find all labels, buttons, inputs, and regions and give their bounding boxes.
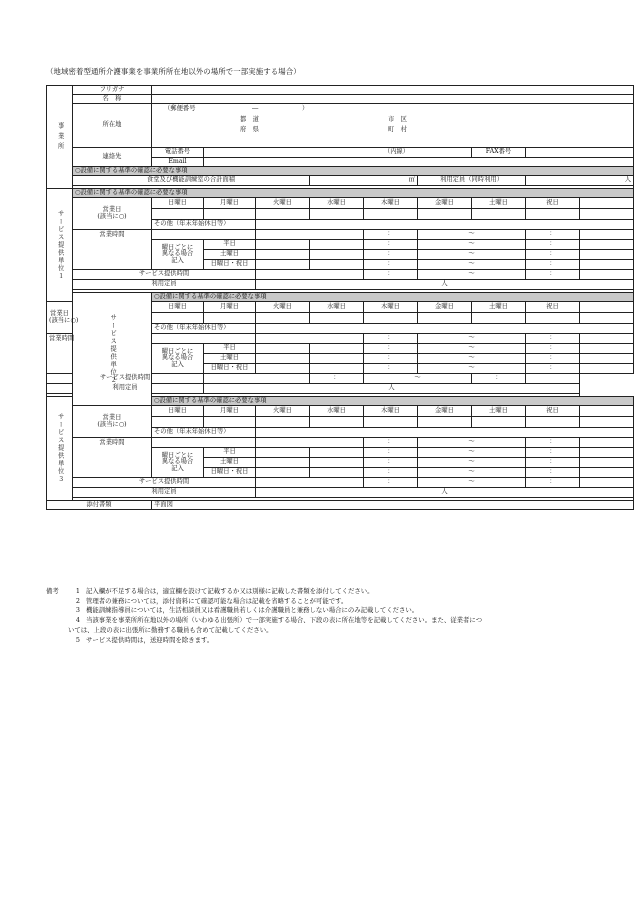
service-end-colon[interactable]: ： — [526, 270, 580, 280]
day-header: 金曜日 — [418, 302, 472, 313]
phone-label: 電話番号 — [152, 148, 204, 158]
remark-item — [46, 626, 591, 636]
time-start-colon[interactable]: ： — [364, 448, 418, 458]
unit-capacity-field[interactable]: 人 — [256, 280, 634, 290]
unit-capacity-label: 利用定員 — [73, 488, 256, 498]
other-holidays-field[interactable] — [256, 428, 634, 438]
saturday-label: 土曜日 — [204, 354, 256, 364]
day-header: 水曜日 — [310, 302, 364, 313]
todo-label: 都 道 — [240, 116, 259, 123]
unit-heading: ○設備に関する基準の確認に必要な事項 — [152, 293, 634, 302]
time-end-colon[interactable]: ： — [526, 354, 580, 364]
sun-holiday-label: 日曜日・祝日 — [204, 364, 256, 374]
remark-number: 3 — [75, 606, 80, 615]
remark-item — [46, 597, 591, 607]
remark-text: いては、上段の表に出張所に勤務する職員も含めて記載してください。 — [68, 625, 273, 634]
day-header: 日曜日 — [152, 198, 204, 209]
hours-tilde: ～ — [418, 230, 526, 240]
hours-end-colon[interactable]: ： — [526, 230, 580, 240]
contact-label: 連絡先 — [73, 148, 152, 167]
day-header: 水曜日 — [310, 406, 364, 417]
day-header: 水曜日 — [310, 198, 364, 209]
time-tilde: ～ — [418, 250, 526, 260]
service-start-colon[interactable]: ： — [364, 478, 418, 488]
day-mark-cell[interactable] — [418, 417, 472, 428]
other-holidays-label: その他（年末年始休日等） — [152, 324, 256, 334]
remark-text: 記入欄が不足する場合は，適宜欄を設けて記載するか又は別様に記載した書類を添付してください。 — [86, 587, 374, 595]
day-header: 月曜日 — [204, 198, 256, 209]
service-time-label: サービス提供時間 — [47, 374, 204, 384]
day-mark-cell[interactable] — [472, 313, 526, 324]
time-tilde: ～ — [418, 240, 526, 250]
day-mark-cell[interactable] — [152, 417, 204, 428]
office-section-label: 事業所 — [47, 86, 73, 189]
day-header: 日曜日 — [152, 406, 204, 417]
service-time-label: サービス提供時間 — [73, 478, 256, 488]
other-holidays-label: その他（年末年始休日等） — [152, 428, 256, 438]
day-header: 木曜日 — [364, 198, 418, 209]
remark-number: 4 — [75, 616, 80, 625]
day-header: 祝日 — [526, 302, 580, 313]
other-holidays-label: その他（年末年始休日等） — [152, 220, 256, 230]
fuken-label: 府 県 — [240, 126, 259, 133]
time-tilde: ～ — [418, 468, 526, 478]
unit-heading: ○設備に関する基準の確認に必要な事項 — [152, 397, 634, 406]
time-tilde: ～ — [418, 364, 526, 374]
day-header: 火曜日 — [256, 198, 310, 209]
service-tilde: ～ — [418, 478, 526, 488]
remark-number: 1 — [75, 587, 80, 595]
remark-number: 2 — [75, 596, 80, 605]
business-days-label: 営業日 (該当に○) — [73, 406, 152, 438]
day-header: 土曜日 — [472, 302, 526, 313]
phone-field[interactable] — [204, 148, 472, 158]
service-unit-label: サービス提供単位１ — [47, 189, 73, 302]
hours-end-colon[interactable]: ： — [526, 438, 580, 448]
hours-tilde: ～ — [418, 438, 526, 448]
saturday-label: 土曜日 — [204, 458, 256, 468]
remark-text: 当該事業を事業所所在地以外の場所（いわゆる出張所）で一部実施する場合、下段の表に所在地等を記載してください。また、従業者につ — [86, 616, 483, 625]
fax-label: FAX番号 — [472, 148, 526, 158]
day-header: 木曜日 — [364, 302, 418, 313]
day-mark-cell[interactable] — [526, 209, 580, 220]
day-header: 祝日 — [526, 406, 580, 417]
time-end-colon[interactable]: ： — [526, 364, 580, 374]
unit-capacity-label: 利用定員 — [47, 384, 204, 394]
facility-capacity-label: 利用定員（同時利用） — [418, 176, 526, 186]
unit-capacity-label: 利用定員 — [73, 280, 256, 290]
day-mark-cell[interactable] — [256, 209, 310, 220]
postal-prefix: （郵便番号 — [164, 105, 196, 112]
attachments-label: 添付書類 — [47, 501, 152, 510]
facility-heading: ○設備に関する基準の確認に必要な事項 — [73, 167, 634, 176]
weekday-label: 平日 — [204, 344, 256, 354]
service-tilde: ～ — [364, 374, 472, 384]
day-mark-cell[interactable] — [526, 417, 580, 428]
service-end-colon[interactable]: ： — [472, 374, 526, 384]
address-field[interactable] — [152, 104, 634, 148]
unit-capacity-field[interactable]: 人 — [204, 384, 580, 394]
hours-start-colon[interactable]: ： — [364, 230, 418, 240]
remark-text: 管理者の兼務については，添付資料にて確認可能な場合は記載を省略することが可能です。 — [86, 596, 348, 605]
day-mark-cell[interactable] — [152, 313, 204, 324]
furigana-label: フリガナ — [73, 86, 152, 95]
day-mark-cell[interactable] — [526, 313, 580, 324]
time-tilde: ～ — [418, 354, 526, 364]
unit-heading: ○設備に関する基準の確認に必要な事項 — [73, 189, 634, 198]
day-header: 日曜日 — [152, 302, 204, 313]
time-start-colon[interactable]: ： — [364, 260, 418, 270]
day-mark-cell[interactable] — [256, 417, 310, 428]
facility-area-label: 食堂及び機能訓練室の合計面積 — [73, 176, 310, 186]
facility-capacity-field[interactable]: 人 — [526, 176, 634, 186]
hours-end-colon[interactable]: ： — [526, 334, 580, 344]
remark-item — [46, 606, 591, 616]
time-end-colon[interactable]: ： — [526, 250, 580, 260]
email-field[interactable] — [204, 158, 634, 167]
day-header: 土曜日 — [472, 406, 526, 417]
day-header: 月曜日 — [204, 406, 256, 417]
remark-number: 5 — [75, 635, 80, 644]
time-end-colon[interactable]: ： — [526, 458, 580, 468]
day-mark-cell[interactable] — [204, 313, 256, 324]
day-header: 土曜日 — [472, 198, 526, 209]
address-label: 所在地 — [73, 104, 152, 148]
time-start-colon[interactable]: ： — [364, 250, 418, 260]
saturday-label: 土曜日 — [204, 250, 256, 260]
day-mark-cell[interactable] — [152, 209, 204, 220]
time-end-colon[interactable]: ： — [526, 448, 580, 458]
business-hours-label: 営業時間 — [47, 334, 73, 374]
day-mark-cell[interactable] — [204, 209, 256, 220]
service-tilde: ～ — [418, 270, 526, 280]
email-label: Email — [152, 158, 204, 167]
weekday-label: 平日 — [204, 448, 256, 458]
day-header: 火曜日 — [256, 406, 310, 417]
application-form-table — [46, 85, 634, 510]
time-start-colon[interactable]: ： — [364, 364, 418, 374]
postal-dash: ― — [252, 105, 259, 112]
hours-tilde: ～ — [418, 334, 526, 344]
service-unit-label: サービス提供単位３ — [47, 397, 73, 501]
time-start-colon[interactable]: ： — [364, 354, 418, 364]
service-end-colon[interactable]: ： — [526, 478, 580, 488]
service-unit-label: サービス提供単位２ — [73, 293, 152, 406]
hours-start-colon[interactable]: ： — [364, 438, 418, 448]
time-start-colon[interactable]: ： — [364, 344, 418, 354]
chouson-label: 町 村 — [388, 126, 407, 133]
day-mark-cell[interactable] — [472, 209, 526, 220]
time-start-colon[interactable]: ： — [364, 458, 418, 468]
remark-item — [46, 587, 591, 597]
sun-holiday-label: 日曜日・祝日 — [204, 260, 256, 270]
day-mark-cell[interactable] — [204, 417, 256, 428]
attachments-value: 平面図 — [152, 501, 634, 510]
weekday-label: 平日 — [204, 240, 256, 250]
day-mark-cell[interactable] — [364, 209, 418, 220]
day-mark-cell[interactable] — [310, 417, 364, 428]
day-mark-cell[interactable] — [364, 417, 418, 428]
per-day-label: 曜日ごとに 異なる場合 記入 — [152, 240, 204, 270]
day-header: 木曜日 — [364, 406, 418, 417]
service-time-label: サービス提供時間 — [73, 270, 256, 280]
unit-capacity-field[interactable]: 人 — [256, 488, 634, 498]
day-header: 金曜日 — [418, 406, 472, 417]
day-mark-cell[interactable] — [418, 209, 472, 220]
day-header: 火曜日 — [256, 302, 310, 313]
time-end-colon[interactable]: ： — [526, 468, 580, 478]
fax-field[interactable] — [526, 148, 634, 158]
remark-text: 機能訓練指導員については，生活相談員又は看護職員若しくは介護職員と兼務しない場合にのみ記載してください。 — [86, 606, 419, 615]
service-start-colon[interactable]: ： — [310, 374, 364, 384]
day-header: 祝日 — [526, 198, 580, 209]
facility-area-field[interactable]: ㎡ — [310, 176, 418, 186]
business-hours-label: 営業時間 — [73, 230, 152, 270]
remarks — [46, 587, 591, 645]
day-mark-cell[interactable] — [256, 313, 310, 324]
time-tilde: ～ — [418, 260, 526, 270]
business-days-label: 営業日 (該当に○) — [73, 198, 152, 230]
name-field[interactable] — [152, 95, 634, 104]
remark-item — [46, 616, 591, 626]
per-day-label: 曜日ごとに 異なる場合 記入 — [152, 344, 204, 374]
sun-holiday-label: 日曜日・祝日 — [204, 468, 256, 478]
day-mark-cell[interactable] — [364, 313, 418, 324]
header-note: （地域密着型通所介護事業を事業所所在地以外の場所で一部実施する場合） — [46, 67, 301, 76]
day-header: 月曜日 — [204, 302, 256, 313]
time-start-colon[interactable]: ： — [364, 468, 418, 478]
hours-start-colon[interactable]: ： — [364, 334, 418, 344]
time-tilde: ～ — [418, 344, 526, 354]
time-end-colon[interactable]: ： — [526, 240, 580, 250]
extension-label: （内線） — [383, 148, 410, 156]
day-header: 金曜日 — [418, 198, 472, 209]
service-start-colon[interactable]: ： — [364, 270, 418, 280]
day-mark-cell[interactable] — [310, 313, 364, 324]
time-tilde: ～ — [418, 458, 526, 468]
remark-text: サービス提供時間は，送迎時間を除きます。 — [86, 635, 214, 644]
time-tilde: ～ — [418, 448, 526, 458]
other-holidays-field[interactable] — [256, 324, 634, 334]
remark-item — [46, 636, 591, 646]
business-hours-label: 営業時間 — [73, 438, 152, 478]
time-end-colon[interactable]: ： — [526, 344, 580, 354]
day-mark-cell[interactable] — [418, 313, 472, 324]
other-holidays-field[interactable] — [256, 220, 634, 230]
time-end-colon[interactable]: ： — [526, 260, 580, 270]
business-days-label: 営業日 (該当に○) — [47, 302, 73, 334]
furigana-field[interactable] — [152, 86, 634, 95]
time-start-colon[interactable]: ： — [364, 240, 418, 250]
per-day-label: 曜日ごとに 異なる場合 記入 — [152, 448, 204, 478]
remarks-title: 備考 — [46, 587, 59, 595]
day-mark-cell[interactable] — [310, 209, 364, 220]
day-mark-cell[interactable] — [472, 417, 526, 428]
shiku-label: 市 区 — [388, 116, 407, 123]
name-label: 名 称 — [73, 95, 152, 104]
postal-suffix: ） — [302, 105, 309, 112]
